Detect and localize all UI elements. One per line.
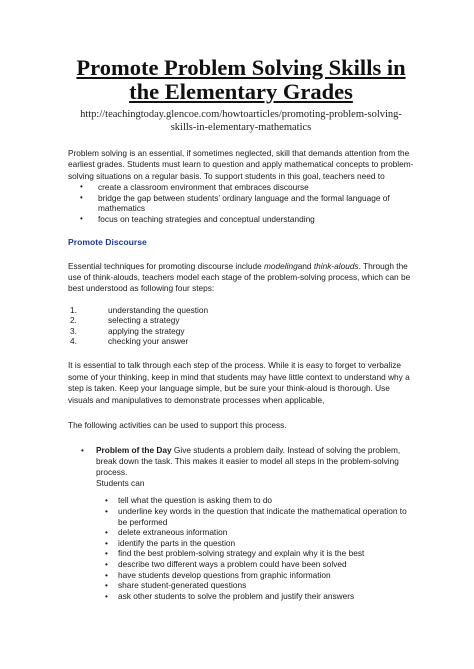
- list-item: • bridge the gap between students’ ordinary language and the formal language of mathematics: [80, 192, 390, 214]
- bullet-icon: •: [105, 548, 108, 559]
- bullet-icon: •: [105, 495, 108, 506]
- list-item: • delete extraneous information: [105, 527, 228, 538]
- bullet-icon: •: [105, 580, 108, 591]
- list-item: • underline key words in the question that indicate the mathematical operation to be performed: [105, 506, 407, 527]
- bullet-icon: •: [80, 214, 83, 223]
- bullet-icon: •: [105, 506, 108, 517]
- problem-of-the-day-item: • Problem of the Day Give students a problem daily. Instead of solving the problem, break down the task. This makes it easier to model all steps in the problem-solving process.: [81, 445, 401, 478]
- list-item: • identify the parts in the question: [105, 537, 236, 548]
- list-item: 1. understanding the question: [70, 304, 209, 315]
- intro-paragraph: Problem solving is an essential, if sometimes neglected, skill that demands attention from the earliest grades. Students must learn to question and apply mathematical concepts to problem-solving situations on a regular basis. To support students in this goal, teachers need to: [68, 148, 414, 181]
- bullet-icon: •: [105, 559, 108, 570]
- list-item: • focus on teaching strategies and conceptual understanding: [80, 214, 315, 224]
- list-item: • share student-generated questions: [105, 580, 247, 591]
- bullet-icon: •: [105, 590, 108, 601]
- list-item: 4. checking your answer: [70, 336, 189, 347]
- list-item: • find the best problem-solving strategy and explain why it is the best: [105, 548, 365, 559]
- section-heading: Promote Discourse: [68, 236, 147, 247]
- problem-of-the-day-label: Problem of the Day: [96, 445, 172, 456]
- bullet-icon: •: [105, 527, 108, 538]
- talk-paragraph: It is essential to talk through each step of the process. While it is easy to forget to verbalize some of your thinking, keep in mind that students may have little context to understand why a step is taken. Keep your language simple, but be sure your think-aloud is thorough. Use visuals and manipulatives to demonstrate processes when applicable,: [68, 360, 410, 405]
- activities-paragraph: The following activities can be used to support this process.: [68, 420, 287, 431]
- students-can-label: Students can: [96, 478, 145, 489]
- list-item: • describe two different ways a problem could have been solved: [105, 559, 347, 570]
- list-item: • have students develop questions from graphic information: [105, 569, 331, 580]
- list-item: 2. selecting a strategy: [70, 315, 180, 326]
- bullet-icon: •: [81, 445, 84, 456]
- list-item: 3. applying the strategy: [70, 325, 185, 336]
- discourse-paragraph: Essential techniques for promoting discourse include modelingand think-alouds. Through the use of think-alouds, teachers model each stage of the problem-solving process, which can be best understood as following four steps:: [68, 260, 411, 294]
- page-title: Promote Problem Solving Skills in the Elementary Grades: [76, 55, 406, 104]
- sub-bullet-list: [68, 495, 414, 601]
- list-item: • ask other students to solve the problem and justify their answers: [105, 590, 355, 601]
- bullet-icon: •: [105, 569, 108, 580]
- bullet-icon: •: [80, 182, 83, 192]
- list-item: • tell what the question is asking them to do: [105, 495, 273, 506]
- source-url: http://teachingtoday.glencoe.com/howtoarticles/promoting-problem-solving-skills-in-elementary-mathematics: [80, 109, 402, 133]
- steps-list: [68, 305, 414, 347]
- intro-bullet-list: [68, 182, 414, 224]
- bullet-icon: •: [80, 192, 83, 202]
- bullet-icon: •: [105, 537, 108, 548]
- document-page: [0, 56, 474, 669]
- list-item: • create a classroom environment that embraces discourse: [80, 182, 309, 193]
